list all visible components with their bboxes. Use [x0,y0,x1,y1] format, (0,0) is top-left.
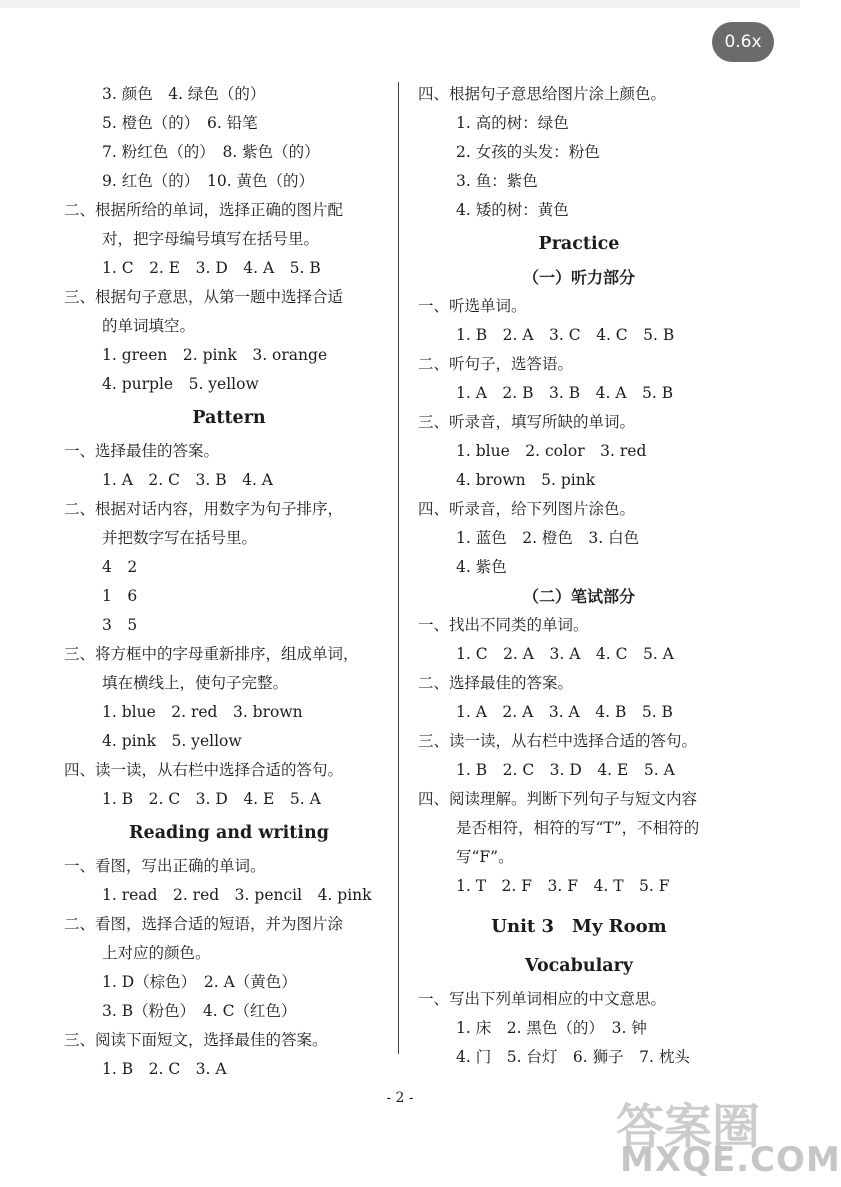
answer-text: 上对应的颜色。 [102,944,211,962]
answer-text: 1. B 2. C 3. D 4. E 5. A [456,761,675,779]
question-text: 二、听句子，选答语。 [418,355,574,373]
question-text: 一、看图，写出正确的单词。 [64,857,266,875]
watermark-site: MXQE.COM [620,1140,841,1180]
section-heading: Reading and writing [129,823,329,843]
answer-text: 4. brown 5. pink [456,471,596,489]
right-column [418,80,740,1072]
question-text: 三、根据句子意思，从第一题中选择合适 [64,288,344,306]
left-column [64,80,394,1084]
question-text: 一、写出下列单词相应的中文意思。 [418,990,667,1008]
answer-text: 1. blue 2. red 3. brown [102,703,303,721]
answer-text: 2. 女孩的头发：粉色 [456,143,600,161]
answer-text: 1. C 2. E 3. D 4. A 5. B [102,259,321,277]
question-text: 一、选择最佳的答案。 [64,442,220,460]
watermark-logo: 答案圈 [616,1099,761,1155]
answer-text: 7. 粉红色（的） 8. 紫色（的） [102,143,320,161]
section-heading: Pattern [192,408,266,428]
column-divider [398,82,399,1054]
question-text: 一、听选单词。 [418,297,527,315]
answer-text: 1. 床 2. 黑色（的） 3. 钟 [456,1019,647,1037]
answer-text: 5. 橙色（的） 6. 铅笔 [102,114,258,132]
question-text: 二、根据对话内容，用数字为句子排序， [64,500,344,518]
answer-text: 3. 颜色 4. 绿色（的） [102,85,266,103]
answer-text: 1. A 2. B 3. B 4. A 5. B [456,384,674,402]
question-text: 四、听录音，给下列图片涂色。 [418,500,636,518]
answer-text: 4. purple 5. yellow [102,375,259,393]
answer-text: 3. 鱼：紫色 [456,172,538,190]
question-text: 三、听录音，填写所缺的单词。 [418,413,636,431]
answer-text: 1. B 2. C 3. A [102,1060,227,1078]
subsection-heading: （一）听力部分 [522,268,635,287]
question-text: 三、将方框中的字母重新排序，组成单词， [64,645,359,663]
question-text: 一、找出不同类的单词。 [418,616,589,634]
question-text: 三、读一读，从右栏中选择合适的答句。 [418,732,698,750]
answer-text: 对，把字母编号填写在括号里。 [102,230,320,248]
question-text: 四、根据句子意思给图片涂上颜色。 [418,85,667,103]
question-text: 二、选择最佳的答案。 [418,674,574,692]
top-bar [0,0,800,8]
answer-text: 4 2 [102,558,138,576]
answer-text: 1. A 2. A 3. A 4. B 5. B [456,703,673,721]
zoom-level-button[interactable]: 0.6x [712,22,774,62]
answer-text: 4. 紫色 [456,558,507,576]
question-text: 三、阅读下面短文，选择最佳的答案。 [64,1031,328,1049]
answer-text: 的单词填空。 [102,317,196,335]
answer-text: 1. 蓝色 2. 橙色 3. 白色 [456,529,640,547]
answer-text: 3. B（粉色） 4. C（红色） [102,1002,297,1020]
section-heading: Unit 3 My Room [491,916,667,937]
answer-text: 1. A 2. C 3. B 4. A [102,471,273,489]
answer-text: 1. B 2. A 3. C 4. C 5. B [456,326,675,344]
answer-text: 4. 门 5. 台灯 6. 狮子 7. 枕头 [456,1048,690,1066]
question-text: 四、读一读，从右栏中选择合适的答句。 [64,761,344,779]
answer-text: 3 5 [102,616,138,634]
answer-text: 1. read 2. red 3. pencil 4. pink [102,886,372,904]
subsection-heading: （二）笔试部分 [522,587,635,606]
answer-text: 4. 矮的树：黄色 [456,201,569,219]
question-text: 四、阅读理解。判断下列句子与短文内容 [418,790,698,808]
answer-text: 4. pink 5. yellow [102,732,242,750]
page-number: - 2 - [386,1090,414,1106]
answer-text: 9. 红色（的） 10. 黄色（的） [102,172,315,190]
answer-text: 1. B 2. C 3. D 4. E 5. A [102,790,321,808]
question-text: 二、看图，选择合适的短语，并为图片涂 [64,915,344,933]
answer-text: 填在横线上，使句子完整。 [102,674,289,692]
answer-text: 1. 高的树：绿色 [456,114,569,132]
question-text: 二、根据所给的单词，选择正确的图片配 [64,201,344,219]
section-heading: Vocabulary [525,956,633,976]
answer-text: 1. C 2. A 3. A 4. C 5. A [456,645,674,663]
answer-text: 1. T 2. F 3. F 4. T 5. F [456,877,670,895]
answer-text: 1. D（棕色） 2. A（黄色） [102,973,297,991]
answer-text: 1. green 2. pink 3. orange [102,346,328,364]
answer-text: 是否相符，相符的写“T”，不相符的 [456,819,700,837]
answer-text: 1 6 [102,587,138,605]
answer-text: 写“F”。 [456,848,514,866]
answer-text: 并把数字写在括号里。 [102,529,258,547]
answer-text: 1. blue 2. color 3. red [456,442,647,460]
section-heading: Practice [538,234,620,254]
